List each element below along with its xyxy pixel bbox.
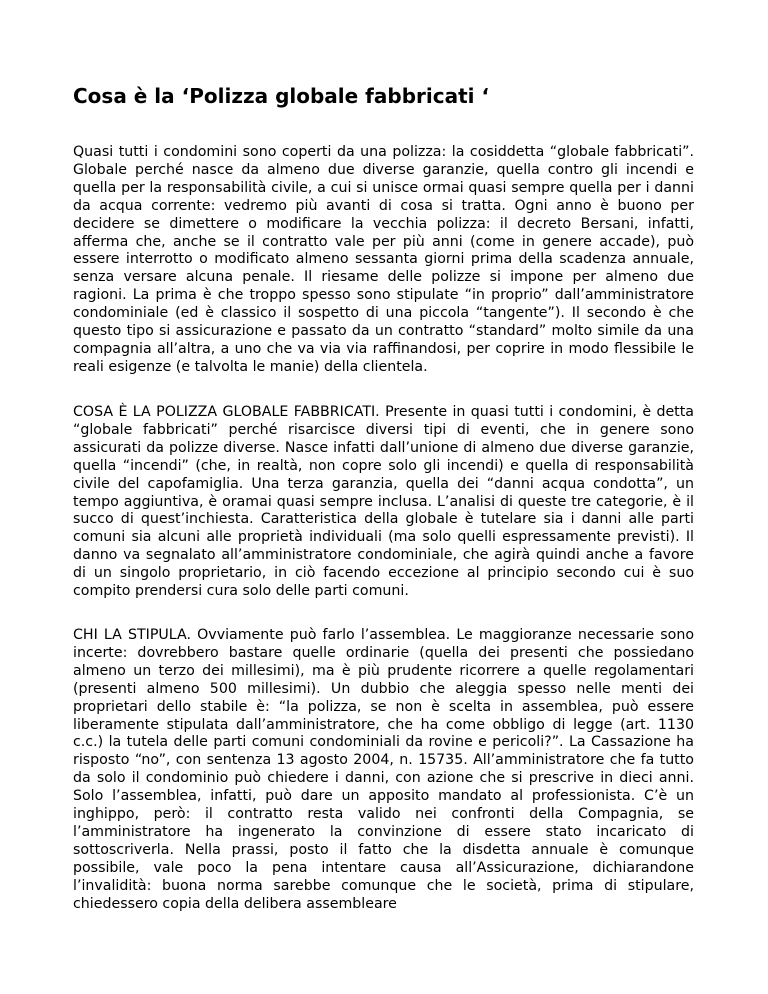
paragraph-chi-la-stipula: CHI LA STIPULA. Ovviamente può farlo l’assemblea. Le maggioranze necessarie sono incerte: dovrebbero bastare quelle ordinarie (quella dei presenti che possiedano almeno un terzo dei millesimi), ma è più prudente ricorrere a quelle regolamentari (presenti almeno 500 millesimi). Un dubbio che aleggia spesso nelle menti dei proprietari dello stabile è: “la polizza, se non è scelta in assemblea, può essere liberamente stipulata dall’amministratore, che ha come obbligo di legge (art. 1130 c.c.) la tutela delle parti comuni condominiali da rovine e pericoli?”. La Cassazione ha risposto “no”, con sentenza 13 agosto 2004, n. 15735. All’amministratore che fa tutto da solo il condominio può chiedere i danni, con azione che si prescrive in dieci anni. Solo l’assemblea, infatti, può dare un apposito mandato al professionista. C’è un inghippo, però: il contratto resta valido nei confronti della Compagnia, se l’amministratore ha ingenerato la convinzione di essere stato incaricato di sottoscriverla. Nella prassi, posto il fatto che la disdetta annuale è comunque possibile, vale poco la pena intentare causa all’Assicurazione, dichiarandone l’invalidità: buona norma sarebbe comunque che le società, prima di stipulare, chiedessero copia della delibera assembleare (73, 627, 694, 912)
paragraph-intro: Quasi tutti i condomini sono coperti da una polizza: la cosiddetta “globale fabbricati”. Globale perché nasce da almeno due diverse garanzie, quella contro gli incendi e quella per la responsabilità civile, a cui si unisce ormai quasi sempre quella per i danni da acqua corrente: vedremo più avanti di cosa si tratta. Ogni anno è buono per decidere se dimettere o modificare la vecchia polizza: il decreto Bersani, infatti, afferma che, anche se il contratto vale per più anni (come in genere accade), può essere interrotto o modificato almeno sessanta giorni prima della scadenza annuale, senza versare alcuna penale. Il riesame delle polizze si impone per almeno due ragioni. La prima è che troppo spesso sono stipulate “in proprio” dall’amministratore condominiale (ed è classico il sospetto di una piccola “tangente”). Il secondo è che questo tipo si assicurazione e passato da un contratto “standard” molto simile da una compagnia all’altra, a uno che va via via raffinandosi, per coprire in modo flessibile le reali esigenze (e talvolta le manie) della clientela. (73, 144, 694, 375)
document-title: Cosa è la ‘Polizza globale fabbricati ‘ (73, 84, 490, 108)
paragraph-cosa-e-la-polizza: COSA È LA POLIZZA GLOBALE FABBRICATI. Presente in quasi tutti i condomini, è detta “globale fabbricati” perché risarcisce diversi tipi di eventi, che in genere sono assicurati da polizze diverse. Nasce infatti dall’unione di almeno due diverse garanzie, quella “incendi” (che, in realtà, non copre solo gli incendi) e quella di responsabilità civile del capofamiglia. Una terza garanzia, quella dei “danni acqua condotta”, un tempo aggiuntiva, è oramai quasi sempre inclusa. L’analisi di queste tre categorie, è il succo di quest’inchiesta. Caratteristica della globale è tutelare sia i danni alle parti comuni sia alcuni alle proprietà individuali (ma solo quelli espressamente previsti). Il danno va segnalato all’amministratore condominiale, che agirà quindi anche a favore di un singolo proprietario, in ciò facendo eccezione al principio secondo cui è suo compito prendersi cura solo delle parti comuni. (73, 404, 694, 600)
